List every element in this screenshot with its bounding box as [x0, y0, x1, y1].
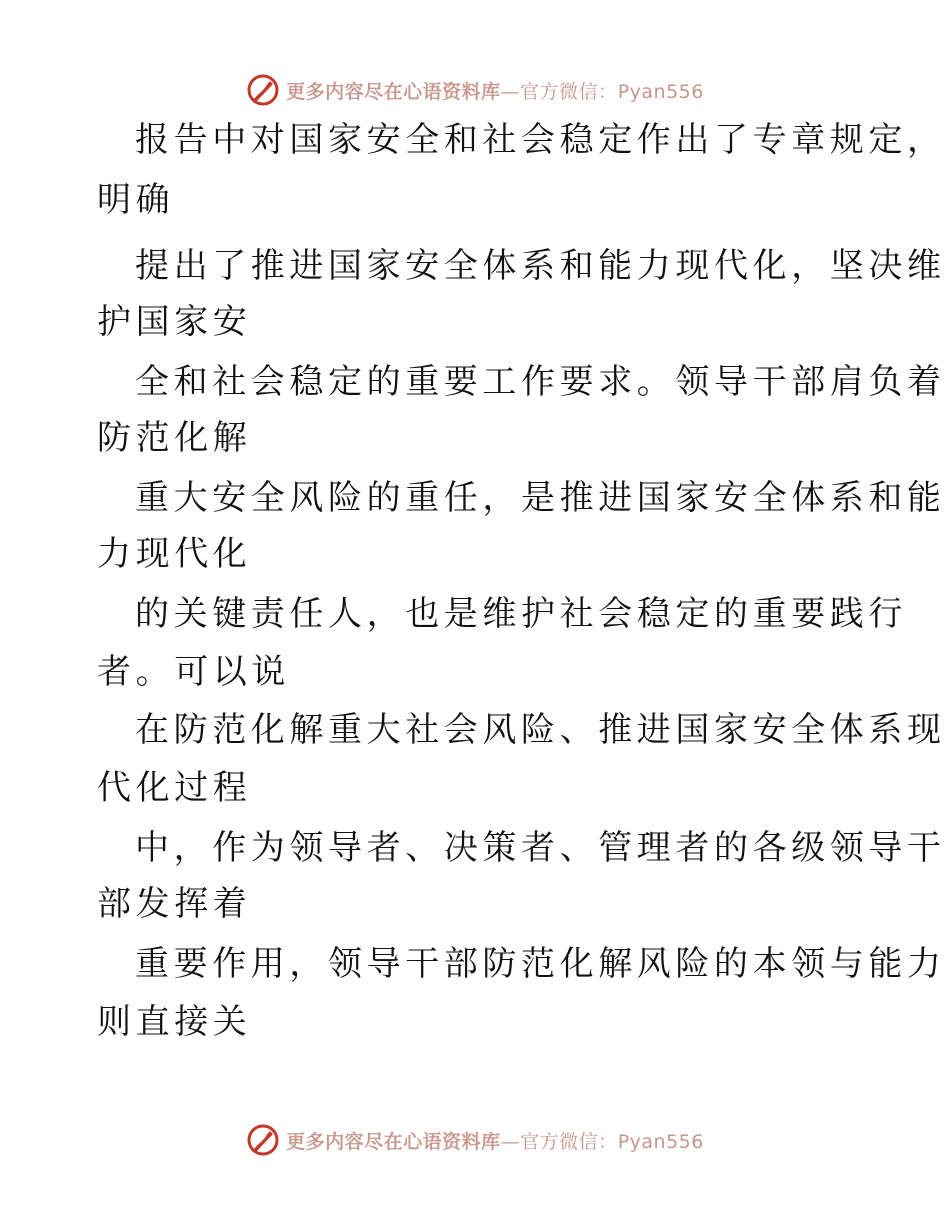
paragraph-line: 中，作为领导者、决策者、管理者的各级领导干 — [135, 828, 946, 868]
paragraph-line: 力现代化 — [97, 534, 252, 574]
watermark-separator: — — [500, 1130, 521, 1153]
watermark-text — [286, 1127, 704, 1154]
paragraph-line: 提出了推进国家安全体系和能力现代化，坚决维 — [135, 246, 946, 286]
paragraph-line: 的关键责任人，也是维护社会稳定的重要践行 — [135, 594, 907, 634]
paragraph-line: 在防范化解重大社会风险、推进国家安全体系现 — [135, 710, 946, 750]
paragraph-line: 全和社会稳定的重要工作要求。领导干部肩负着 — [135, 362, 946, 402]
paragraph-line: 者。可以说 — [97, 652, 290, 692]
watermark-text — [286, 77, 704, 104]
pen-feather-logo-icon — [246, 1123, 280, 1157]
watermark-main: 更多内容尽在心语资料库 — [286, 1130, 501, 1153]
watermark-separator: — — [500, 80, 521, 103]
watermark-main: 更多内容尽在心语资料库 — [286, 80, 501, 103]
paragraph-line: 部发挥着 — [97, 884, 252, 924]
watermark-wechat-id: Pyan556 — [617, 1130, 704, 1153]
paragraph-line: 报告中对国家安全和社会稳定作出了专章规定， — [135, 120, 946, 160]
paragraph-line: 防范化解 — [97, 418, 252, 458]
paragraph-line: 重大安全风险的重任，是推进国家安全体系和能 — [135, 478, 946, 518]
watermark-wechat-id: Pyan556 — [617, 80, 704, 103]
paragraph-line: 则直接关 — [97, 1002, 252, 1042]
paragraph-line: 代化过程 — [97, 768, 252, 808]
paragraph-line: 明确 — [97, 180, 175, 220]
watermark-wechat-label: 官方微信： — [520, 1130, 618, 1153]
paragraph-line: 重要作用，领导干部防范化解风险的本领与能力 — [135, 944, 946, 984]
pen-feather-logo-icon — [246, 73, 280, 107]
watermark-wechat-label: 官方微信： — [520, 80, 618, 103]
footer-watermark — [0, 1120, 950, 1160]
header-watermark — [0, 70, 950, 110]
paragraph-line: 护国家安 — [97, 302, 252, 342]
